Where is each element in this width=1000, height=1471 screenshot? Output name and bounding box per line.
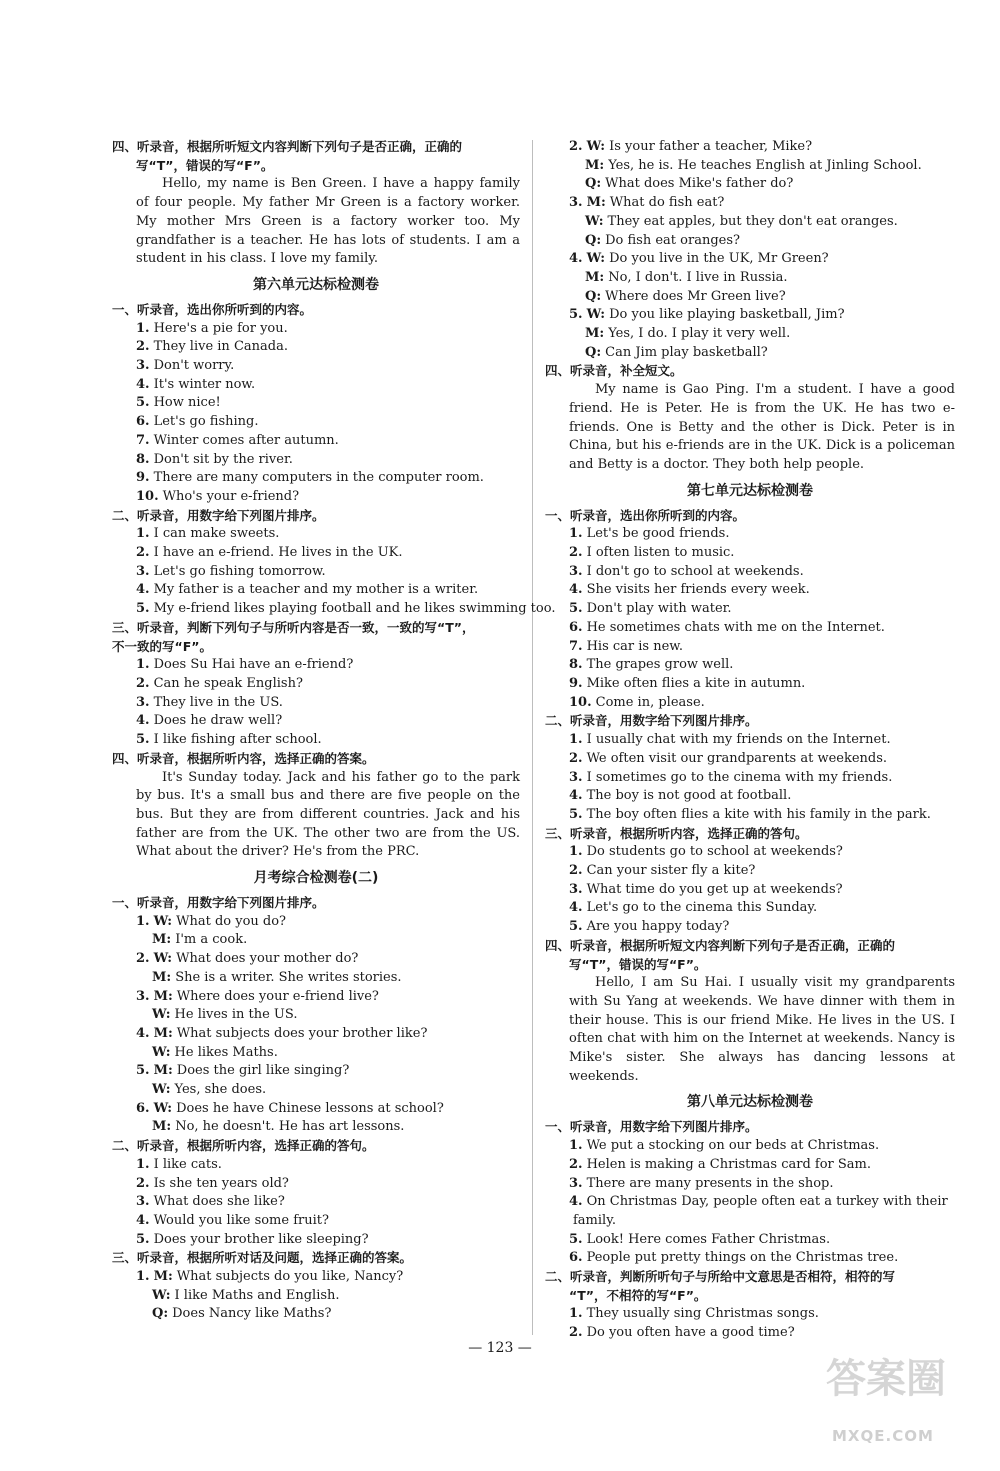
watermark-logo-text: 答案圈 — [826, 1356, 946, 1402]
section-heading: 三、听录音，根据所听对话及问题，选择正确的答案。 — [112, 1250, 413, 1266]
list-item — [112, 1175, 520, 1194]
item-text: I usually chat with my friends on the Internet. — [586, 732, 891, 748]
dialogue-line — [545, 232, 955, 251]
item-text: My e-friend likes playing football and he likes swimming too. — [153, 601, 556, 617]
item-number: 9. — [136, 470, 150, 486]
speaker-label: W: — [152, 1007, 171, 1023]
dialogue-line — [112, 913, 520, 932]
item-number: 6. — [136, 414, 150, 430]
item-number: 3. — [569, 769, 583, 785]
section-heading: 二、听录音，用数字给下列图片排序。 — [545, 713, 758, 729]
item-number: 3. — [136, 1194, 150, 1210]
dialogue-text: Yes, she does. — [174, 1082, 267, 1098]
item-number: 1. — [136, 1156, 150, 1172]
item-text: Can your sister fly a kite? — [586, 863, 756, 879]
item-text: We put a stocking on our beds at Christmas. — [586, 1138, 880, 1154]
item-text: I have an e-friend. He lives in the UK. — [153, 545, 403, 561]
item-text: Let's go fishing tomorrow. — [153, 563, 326, 579]
item-number: 2. — [569, 750, 583, 766]
item-number: 4. — [136, 1212, 150, 1228]
dialogue-text: Is your father a teacher, Mike? — [609, 139, 813, 154]
dialogue-text: She is a writer. She writes stories. — [175, 969, 402, 985]
list-item — [112, 394, 520, 413]
dialogue-text: Do fish eat oranges? — [605, 232, 740, 248]
dialogue-line — [112, 1044, 520, 1063]
list-item — [545, 619, 955, 638]
item-text: I like fishing after school. — [153, 732, 322, 748]
list-item — [112, 338, 520, 357]
item-number: 1. — [569, 1138, 583, 1154]
section-heading: 二、听录音，判断所听句子与所给中文意思是否相符，相符的写 — [545, 1269, 896, 1285]
dialogue-list — [112, 913, 520, 1137]
item-number: 2. — [569, 139, 583, 154]
item-text: What does she like? — [153, 1194, 285, 1210]
dialogue-line — [112, 1118, 520, 1137]
list-item — [112, 488, 520, 507]
item-number: 4. — [136, 376, 150, 392]
dialogue-list — [545, 138, 955, 362]
dialogue-line — [545, 288, 955, 307]
speaker-label: W: — [153, 913, 173, 929]
list-item — [545, 862, 955, 881]
right-column — [545, 138, 955, 1343]
list-item — [112, 376, 520, 395]
item-text: Do you often have a good time? — [586, 1325, 795, 1341]
dialogue-text: No, he doesn't. He has art lessons. — [175, 1119, 405, 1135]
list-item — [545, 600, 955, 619]
item-number: 5. — [569, 1231, 583, 1247]
dialogue-line — [112, 969, 520, 988]
dialogue-line: Q: Does Nancy like Maths? — [152, 1306, 332, 1322]
dialogue-line — [112, 1062, 520, 1081]
list-item — [112, 451, 520, 470]
item-number: 7. — [569, 638, 583, 654]
item-text: Let's go fishing. — [153, 414, 259, 430]
item-text: They live in the US. — [153, 694, 283, 710]
item-list — [545, 1305, 955, 1342]
page-number: — 123 — — [468, 1340, 532, 1356]
dialogue-text: He lives in the US. — [174, 1007, 298, 1023]
dialogue-text: Where does Mr Green live? — [605, 288, 786, 304]
list-item — [545, 918, 955, 937]
section-heading-cont: 写“T”，错误的写“F”。 — [136, 157, 274, 173]
item-number: 2. — [136, 1175, 150, 1191]
unit-title: 第七单元达标检测卷 — [687, 482, 813, 499]
section-heading: 四、听录音，根据所听短文内容判断下列句子是否正确，正确的 — [545, 937, 896, 953]
speaker-label: W: — [153, 1100, 173, 1116]
item-list — [112, 525, 556, 619]
item-number: 2. — [569, 863, 583, 879]
passage: My name is Gao Ping. I'm a student. I have a good friend. He is Peter. He is from the UK. He has two e-friends. One is Betty and the other is Dick. Peter is in China, but his e-friends are in the UK. Dick is a policeman and Betty is a doctor. They both help people. — [569, 382, 955, 472]
item-number: 2. — [136, 339, 150, 355]
item-number: 4. — [136, 1025, 150, 1041]
item-text: Don't sit by the river. — [153, 451, 293, 467]
item-number: 5. — [136, 1231, 150, 1247]
list-item — [545, 1137, 955, 1156]
section-heading: 一、听录音，用数字给下列图片排序。 — [545, 1119, 758, 1135]
list-item — [112, 544, 520, 563]
dialogue-text: Do you live in the UK, Mr Green? — [609, 251, 829, 267]
item-number: 3. — [136, 988, 150, 1004]
item-text: Don't worry. — [153, 358, 235, 374]
speaker-label: M: — [153, 1025, 173, 1041]
item-text: He sometimes chats with me on the Internet. — [586, 619, 885, 635]
item-text: I often listen to music. — [586, 545, 735, 561]
speaker-label: Q: — [585, 344, 602, 360]
item-number: 4. — [569, 1194, 583, 1210]
section-heading: 三、听录音，判断下列句子与所听内容是否一致，一致的写“T”， — [112, 619, 475, 635]
item-number: 6. — [569, 619, 583, 635]
watermark-logo — [818, 1341, 968, 1451]
section-heading: 二、听录音，用数字给下列图片排序。 — [112, 507, 325, 523]
list-item — [545, 675, 955, 694]
list-item — [545, 1231, 955, 1250]
list-item — [545, 694, 955, 713]
dialogue-line — [545, 344, 955, 363]
list-item — [545, 525, 955, 544]
item-text: Here's a pie for you. — [153, 320, 288, 336]
list-item — [112, 712, 520, 731]
dialogue-text: What does Mike's father do? — [605, 176, 794, 192]
item-number: 3. — [136, 358, 150, 374]
speaker-label: Q: — [585, 288, 602, 304]
list-item — [112, 731, 520, 750]
list-item — [112, 357, 520, 376]
list-item — [545, 843, 955, 862]
item-text: People put pretty things on the Christmas tree. — [586, 1250, 899, 1266]
item-number: 1. — [136, 913, 150, 929]
item-text: I like cats. — [153, 1156, 222, 1172]
dialogue-text: Do you like playing basketball, Jim? — [609, 307, 845, 323]
item-text: Come in, please. — [595, 694, 705, 710]
dialogue-text: Yes, he is. He teaches English at Jinling School. — [608, 157, 922, 173]
item-number: 1. — [136, 320, 150, 336]
item-list — [545, 1137, 955, 1268]
item-number: 3. — [569, 881, 583, 897]
list-item — [112, 469, 520, 488]
list-item — [545, 1305, 955, 1324]
item-number: 4. — [569, 582, 583, 598]
item-text: Does your brother like sleeping? — [153, 1231, 369, 1247]
section-heading: 四、听录音，补全短文。 — [545, 363, 683, 379]
dialogue-line — [545, 213, 955, 232]
dialogue-text: What do you do? — [176, 913, 287, 929]
item-number: 4. — [136, 582, 150, 598]
item-text: Winter comes after autumn. — [153, 432, 339, 448]
item-number: 6. — [569, 1250, 583, 1266]
dialogue-line — [112, 950, 520, 969]
item-number: 2. — [569, 1325, 583, 1341]
speaker-label: W: — [152, 1044, 171, 1060]
item-number: 6. — [136, 1100, 150, 1116]
list-item — [112, 1156, 520, 1175]
list-item — [545, 544, 955, 563]
section-heading-cont: “T”，不相符的写“F”。 — [569, 1287, 707, 1303]
item-number: 1. — [569, 526, 583, 542]
list-item — [545, 899, 955, 918]
speaker-label: M: — [585, 157, 605, 173]
list-item — [112, 432, 520, 451]
speaker-label: M: — [153, 988, 173, 1004]
unit-title: 第八单元达标检测卷 — [687, 1094, 813, 1111]
item-text: On Christmas Day, people often eat a turkey with their — [586, 1194, 948, 1210]
item-list — [112, 1156, 520, 1250]
passage: It's Sunday today. Jack and his father go to the park by bus. It's a small bus and there are five people on the bus. But they are from different countries. Jack and his father are from the UK. The other two are from the US. What about the driver? He's from the PRC. — [136, 769, 520, 860]
item-text: Is she ten years old? — [153, 1175, 289, 1191]
dialogue-text: What does your mother do? — [176, 951, 359, 967]
list-item — [112, 656, 520, 675]
item-number: 5. — [136, 395, 150, 411]
item-text: Do students go to school at weekends? — [586, 844, 843, 860]
section-heading-cont: 不一致的写“F”。 — [112, 638, 212, 654]
item-number: 5. — [136, 601, 150, 617]
speaker-label: W: — [152, 1082, 171, 1098]
speaker-label: W: — [586, 139, 606, 154]
item-number: 2. — [569, 545, 583, 561]
dialogue-line — [112, 1025, 520, 1044]
list-item — [545, 750, 955, 769]
item-number: 8. — [569, 657, 583, 673]
item-number: 10. — [569, 694, 592, 710]
item-text: Would you like some fruit? — [153, 1212, 329, 1228]
dialogue-text: Does he have Chinese lessons at school? — [176, 1100, 444, 1116]
item-text: His car is new. — [586, 638, 683, 654]
item-text: The boy often flies a kite with his family in the park. — [586, 806, 931, 822]
item-text: The grapes grow well. — [586, 657, 734, 673]
item-text: It's winter now. — [153, 376, 256, 392]
section-heading: 一、听录音，选出你所听到的内容。 — [112, 301, 313, 317]
item-number: 3. — [569, 563, 583, 579]
item-number: 3. — [569, 195, 583, 211]
list-item — [112, 1212, 520, 1231]
list-item — [112, 320, 520, 339]
passage: Hello, I am Su Hai. I usually visit my grandparents with Su Yang at weekends. We have dinner with them in their house. This is our friend Mike. He lives in the US. I often chat with him on the Internet at weekends. Nancy is Mike's sister. She always has dancing lessons at weekends. — [569, 975, 955, 1084]
speaker-label: W: — [585, 213, 604, 229]
section-heading-cont: 写“T”，错误的写“F”。 — [569, 956, 707, 972]
item-number: 8. — [136, 451, 150, 467]
dialogue-line — [112, 1100, 520, 1119]
dialogue-line — [545, 306, 955, 325]
item-number: 5. — [136, 732, 150, 748]
speaker-label: W: — [586, 307, 606, 323]
item-text: Are you happy today? — [586, 919, 730, 935]
speaker-label: M: — [586, 195, 606, 211]
dialogue-text: No, I don't. I live in Russia. — [608, 269, 788, 285]
dialogue-line — [112, 988, 520, 1007]
list-item — [545, 1212, 955, 1231]
section-heading: 二、听录音，根据所听内容，选择正确的答句。 — [112, 1138, 375, 1154]
speaker-label: M: — [153, 1063, 173, 1079]
item-text: Let's go to the cinema this Sunday. — [586, 900, 818, 916]
dialogue-text: I'm a cook. — [175, 932, 248, 948]
item-text: Helen is making a Christmas card for Sam. — [586, 1156, 872, 1172]
dialogue-line — [545, 325, 955, 344]
unit-title: 第六单元达标检测卷 — [253, 276, 379, 293]
list-item — [112, 525, 520, 544]
item-text: I don't go to school at weekends. — [586, 563, 804, 579]
speaker-label: M: — [152, 932, 172, 948]
dialogue-line — [545, 194, 955, 213]
dialogue-text: What subjects does your brother like? — [176, 1025, 428, 1041]
dialogue-line — [545, 250, 955, 269]
item-text: family. — [573, 1212, 616, 1228]
item-list — [545, 731, 955, 825]
item-number: 5. — [569, 601, 583, 617]
item-text: Who's your e-friend? — [162, 488, 300, 504]
item-number: 1. — [569, 844, 583, 860]
list-item — [112, 581, 520, 600]
item-text: They usually sing Christmas songs. — [586, 1306, 819, 1322]
dialogue-line — [112, 931, 520, 950]
item-number: 2. — [136, 675, 150, 691]
dialogue-text: Where does your e-friend live? — [176, 988, 379, 1004]
dialogue-text: Can Jim play basketball? — [605, 344, 768, 360]
unit-title: 月考综合检测卷(二) — [253, 870, 379, 887]
dialogue-line — [112, 1006, 520, 1025]
item-number: 4. — [136, 713, 150, 729]
item-text: We often visit our grandparents at weekends. — [586, 750, 888, 766]
dialogue-line: 1. M: What subjects do you like, Nancy? — [136, 1269, 404, 1285]
item-number: 2. — [569, 1156, 583, 1172]
item-number: 2. — [136, 545, 150, 561]
dialogue-line — [545, 138, 955, 157]
item-text: I sometimes go to the cinema with my friends. — [586, 769, 893, 785]
item-text: There are many presents in the shop. — [586, 1175, 834, 1191]
item-number: 3. — [136, 694, 150, 710]
item-number: 5. — [136, 1063, 150, 1079]
list-item — [545, 806, 955, 825]
item-number: 3. — [569, 1175, 583, 1191]
item-text: Look! Here comes Father Christmas. — [586, 1231, 831, 1247]
item-text: My father is a teacher and my mother is a writer. — [153, 582, 479, 598]
list-item — [545, 769, 955, 788]
list-item — [112, 600, 556, 619]
item-number: 1. — [569, 732, 583, 748]
item-number: 1. — [569, 1306, 583, 1322]
list-item — [112, 563, 520, 582]
item-number: 4. — [569, 900, 583, 916]
dialogue-text: Yes, I do. I play it very well. — [608, 326, 791, 342]
dialogue-text: He likes Maths. — [174, 1044, 278, 1060]
item-number: 9. — [569, 675, 583, 691]
list-item — [545, 638, 955, 657]
item-number: 7. — [136, 432, 150, 448]
list-item — [545, 1249, 955, 1268]
dialogue-line — [545, 175, 955, 194]
item-number: 4. — [569, 788, 583, 804]
item-text: What time do you get up at weekends? — [586, 881, 843, 897]
section-heading: 三、听录音，根据所听内容，选择正确的答句。 — [545, 825, 808, 841]
list-item — [545, 881, 955, 900]
list-item — [545, 1156, 955, 1175]
speaker-label: M: — [152, 1119, 172, 1135]
list-item — [112, 694, 520, 713]
speaker-label: W: — [153, 951, 173, 967]
section-heading: 四、听录音，根据所听短文内容判断下列句子是否正确，正确的 — [112, 139, 463, 154]
item-text: I can make sweets. — [153, 526, 280, 542]
item-number: 10. — [136, 488, 159, 504]
list-item — [545, 1193, 955, 1212]
section-heading: 四、听录音，根据所听内容，选择正确的答案。 — [112, 750, 375, 766]
speaker-label: M: — [585, 269, 605, 285]
list-item — [545, 787, 955, 806]
item-list — [545, 525, 955, 712]
item-number: 2. — [136, 951, 150, 967]
item-number: 3. — [136, 563, 150, 579]
list-item — [545, 656, 955, 675]
item-text: The boy is not good at football. — [586, 788, 792, 804]
dialogue-line: W: I like Maths and English. — [152, 1287, 340, 1303]
list-item — [112, 1231, 520, 1250]
item-text: They live in Canada. — [153, 339, 288, 355]
passage: Hello, my name is Ben Green. I have a happy family of four people. My father Mr Green is a factory worker. My mother Mrs Green is a factory worker too. My grandfather is a teacher. He has lots of students. I am a student in his class. I love my family. — [136, 176, 520, 267]
item-list — [545, 843, 955, 937]
item-text: Let's be good friends. — [586, 526, 730, 542]
item-list — [112, 320, 520, 507]
dialogue-item — [112, 1268, 520, 1324]
dialogue-line — [545, 157, 955, 176]
item-text: How nice! — [153, 395, 221, 411]
left-column — [112, 138, 556, 1324]
item-text: Mike often flies a kite in autumn. — [586, 675, 806, 691]
list-item — [545, 731, 955, 750]
list-item — [112, 1193, 520, 1212]
speaker-label: W: — [586, 251, 606, 267]
dialogue-text: They eat apples, but they don't eat oranges. — [607, 213, 898, 229]
item-text: Can he speak English? — [153, 675, 303, 691]
dialogue-text: What do fish eat? — [609, 195, 725, 211]
item-text: Don't play with water. — [586, 601, 732, 617]
column-divider — [532, 140, 533, 1335]
section-heading: 一、听录音，选出你所听到的内容。 — [545, 507, 746, 523]
dialogue-line — [545, 269, 955, 288]
item-text: There are many computers in the computer room. — [153, 470, 484, 486]
item-number: 5. — [569, 307, 583, 323]
list-item — [112, 413, 520, 432]
list-item — [112, 675, 520, 694]
item-number: 5. — [569, 919, 583, 935]
section-heading: 一、听录音，用数字给下列图片排序。 — [112, 895, 325, 911]
list-item — [545, 581, 955, 600]
item-list — [112, 656, 520, 750]
speaker-label: Q: — [585, 176, 602, 192]
item-number: 1. — [136, 657, 150, 673]
list-item — [545, 563, 955, 582]
dialogue-line — [112, 1081, 520, 1100]
item-number: 1. — [136, 526, 150, 542]
speaker-label: Q: — [585, 232, 602, 248]
item-text: Does he draw well? — [153, 713, 283, 729]
item-number: 4. — [569, 251, 583, 267]
watermark-site-text: MXQE.COM — [832, 1427, 934, 1445]
speaker-label: M: — [152, 969, 172, 985]
dialogue-text: Does the girl like singing? — [176, 1063, 350, 1079]
item-number: 5. — [569, 806, 583, 822]
item-text: She visits her friends every week. — [586, 582, 810, 598]
speaker-label: M: — [585, 326, 605, 342]
item-text: Does Su Hai have an e-friend? — [153, 657, 354, 673]
list-item — [545, 1175, 955, 1194]
